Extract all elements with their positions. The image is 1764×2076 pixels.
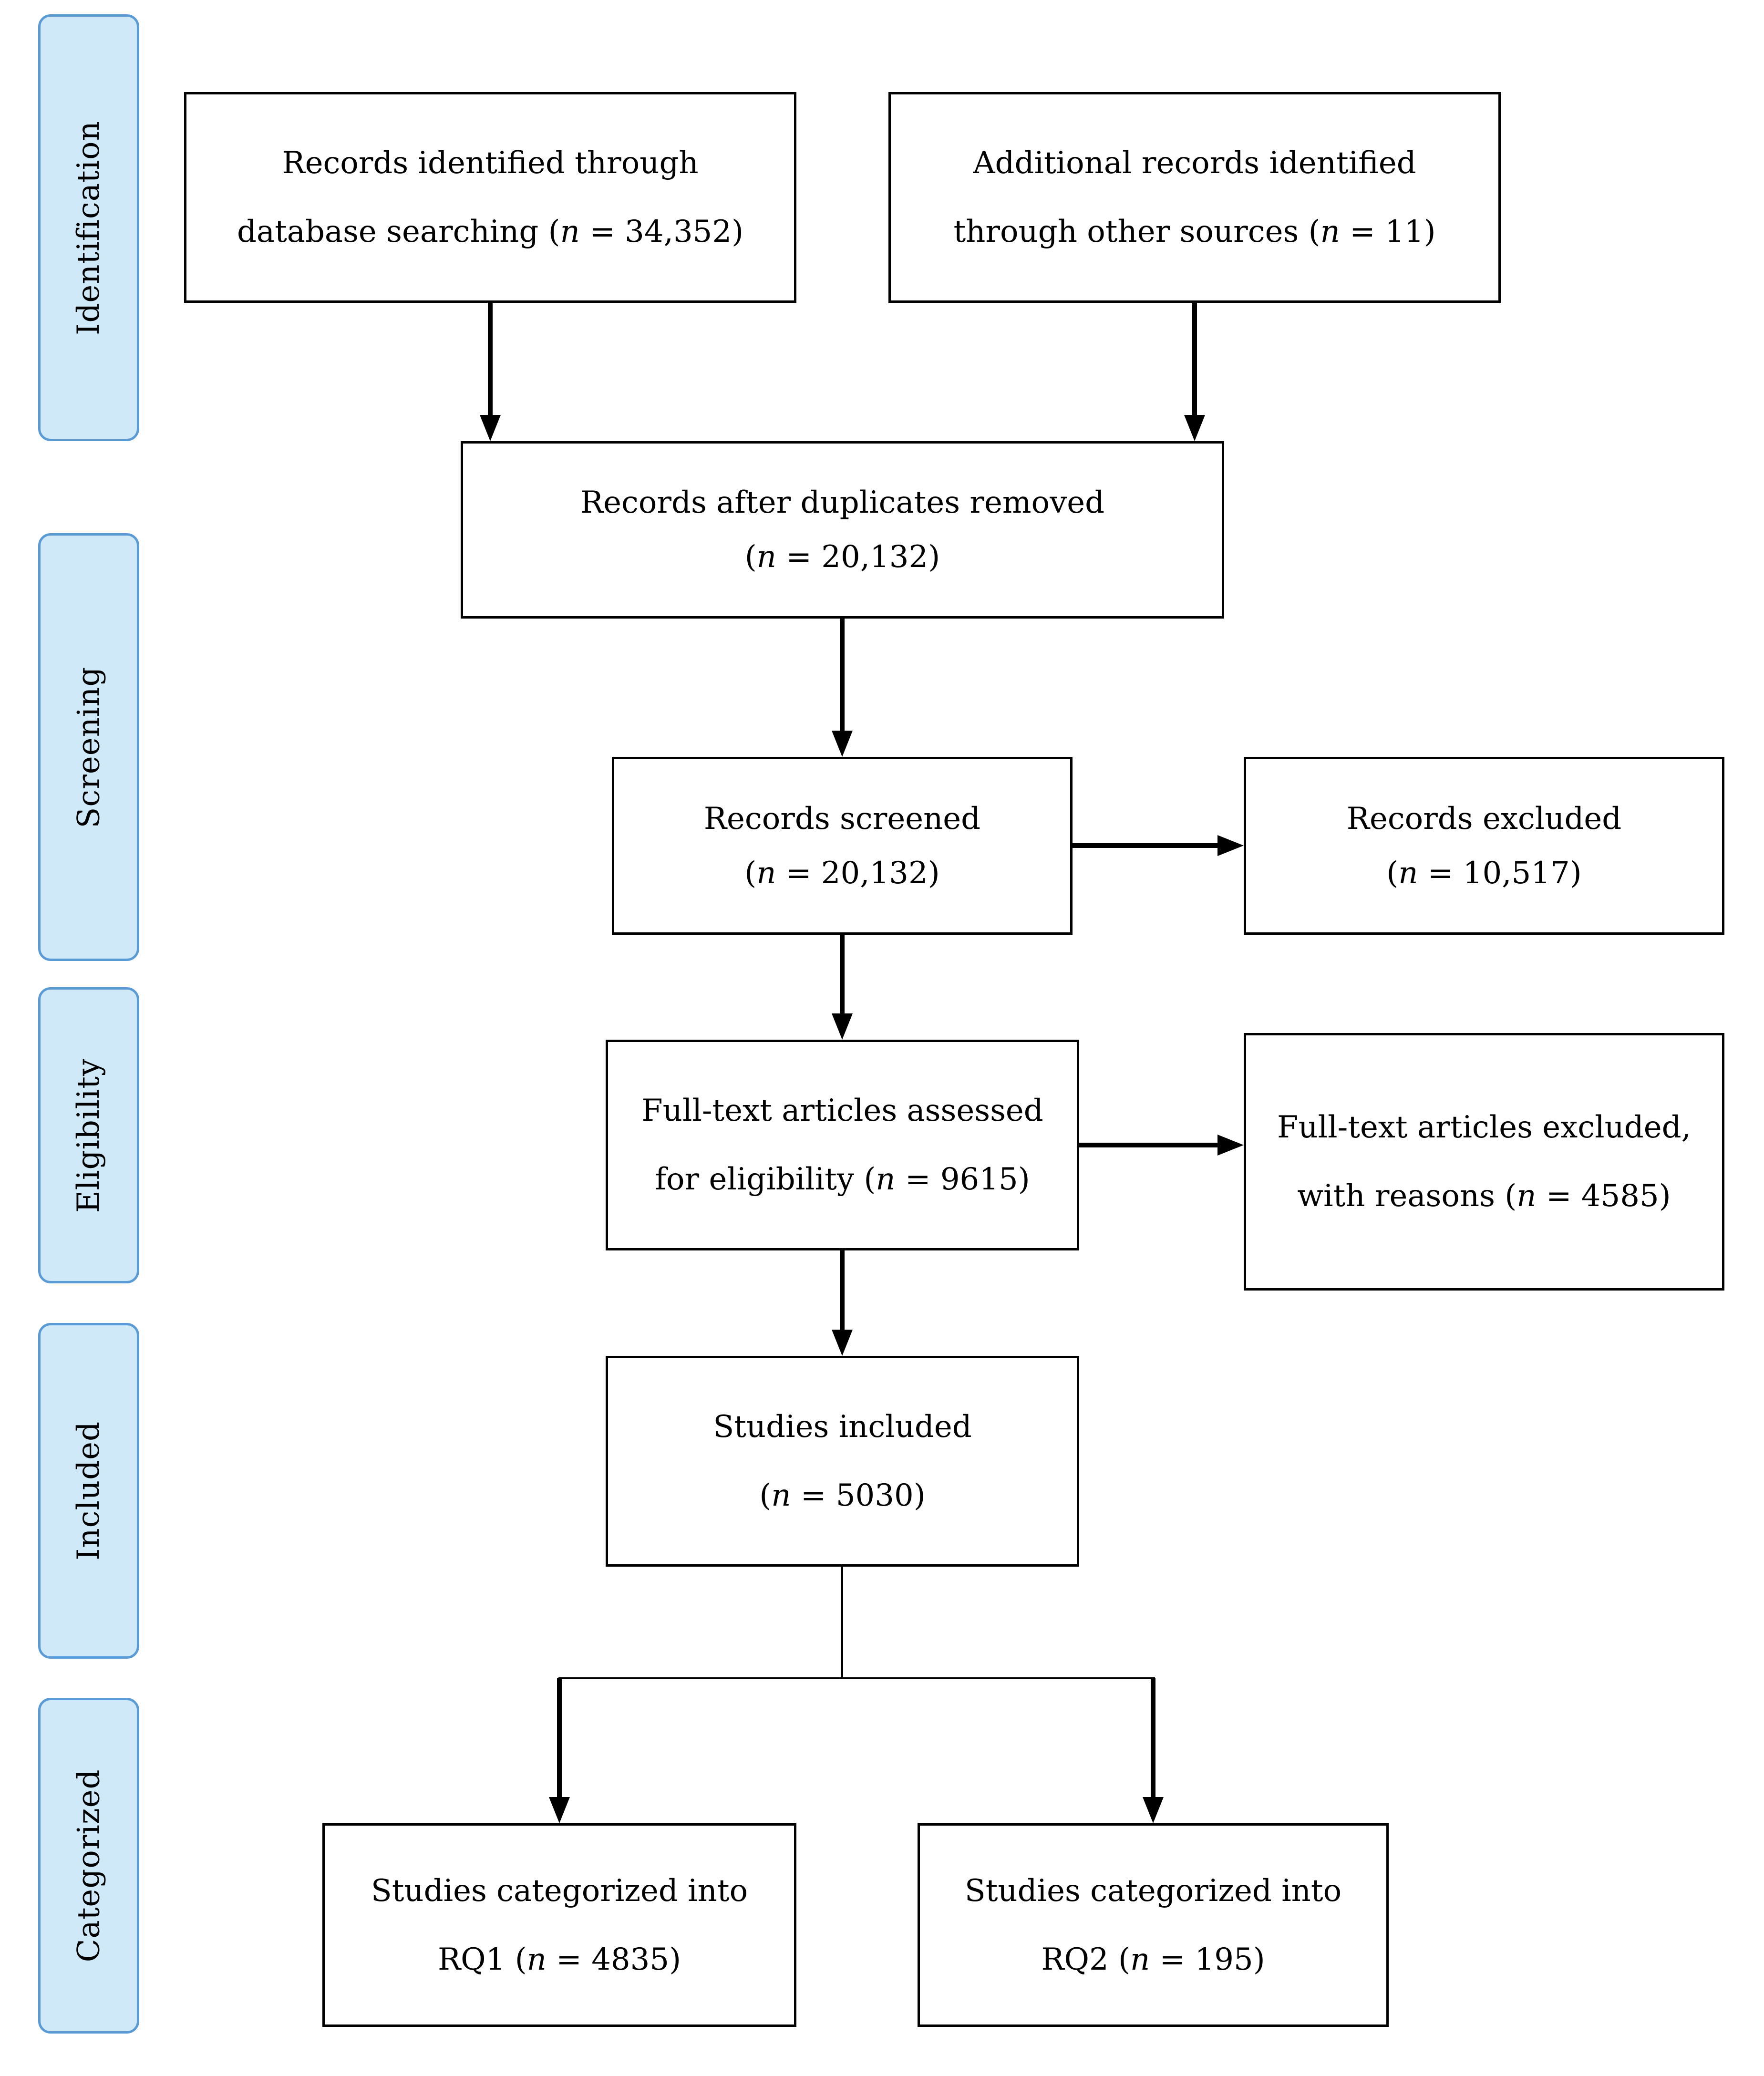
node-text-segment: = 10,517) <box>1418 855 1582 891</box>
node-text-line <box>237 214 743 249</box>
n-symbol: n <box>1130 1942 1150 1977</box>
node-text-segment: = 11) <box>1340 214 1436 249</box>
phase-identification-label: Identification <box>71 120 106 335</box>
node-text-segment: = 34,352) <box>579 214 744 249</box>
node-studies-rq2 <box>918 1823 1389 2027</box>
node-fulltext-assessed <box>606 1040 1079 1250</box>
arrow-screened-to-fulltext-line <box>840 935 845 1013</box>
n-symbol: n <box>1516 1178 1537 1214</box>
arrow-fulltext-to-included-head <box>832 1330 853 1356</box>
n-symbol: n <box>560 214 580 249</box>
node-records-excluded <box>1244 757 1724 935</box>
node-text-segment: RQ1 ( <box>437 1942 527 1977</box>
node-records-identified <box>184 92 796 303</box>
node-text-line <box>438 1942 681 1977</box>
n-symbol: n <box>771 1478 791 1513</box>
node-duplicates-removed <box>461 441 1224 619</box>
node-text-line <box>1041 1942 1265 1977</box>
arrow-branch-rq2-line <box>1151 1678 1155 1797</box>
node-studies-rq1 <box>322 1823 796 2027</box>
node-text-segment: = 4585) <box>1536 1178 1671 1214</box>
node-text-line <box>759 1478 925 1513</box>
node-text-line: Studies categorized into <box>371 1873 748 1909</box>
node-text-segment: = 5030) <box>791 1478 926 1513</box>
node-text-segment: RQ2 ( <box>1041 1942 1131 1977</box>
arrow-additional-to-duplicates-head <box>1184 415 1205 441</box>
n-symbol: n <box>526 1942 547 1977</box>
node-text-segment: ( <box>744 539 757 575</box>
node-text-segment: ( <box>759 1478 772 1513</box>
phase-included <box>38 1323 139 1659</box>
node-text-line <box>655 1162 1030 1197</box>
node-text-line: Records screened <box>703 801 981 837</box>
n-symbol: n <box>756 855 776 891</box>
node-text-line <box>744 856 939 891</box>
arrow-duplicates-to-screened-head <box>832 731 853 757</box>
node-text-segment: ( <box>1386 855 1399 891</box>
node-text-segment: for eligibility ( <box>655 1162 876 1197</box>
arrow-screened-to-fulltext-head <box>832 1013 853 1040</box>
arrow-additional-to-duplicates-line <box>1192 303 1197 415</box>
arrow-fulltext-to-ftexcluded-head <box>1217 1135 1244 1156</box>
arrow-branch-rq1-line <box>557 1678 562 1797</box>
arrow-screened-to-excluded-line <box>1073 843 1220 848</box>
node-text-segment: = 9615) <box>895 1162 1030 1197</box>
node-text-segment: = 195) <box>1150 1942 1265 1977</box>
arrow-identified-to-duplicates-head <box>480 415 501 441</box>
phase-screening-label: Screening <box>71 666 106 828</box>
arrow-screened-to-excluded-head <box>1217 835 1244 856</box>
arrow-branch-rq2-head <box>1143 1797 1164 1823</box>
node-text-segment: ( <box>744 855 757 891</box>
n-symbol: n <box>1320 214 1340 249</box>
phase-included-label: Included <box>71 1421 106 1560</box>
arrow-fulltext-to-included-line <box>840 1250 845 1330</box>
connector-split-bar <box>558 1677 1155 1679</box>
node-text-line <box>1297 1178 1671 1214</box>
node-text-segment: with reasons ( <box>1297 1178 1517 1214</box>
node-additional-records <box>888 92 1501 303</box>
node-text-segment: = 20,132) <box>776 539 940 575</box>
phase-eligibility <box>38 987 139 1283</box>
node-studies-included <box>606 1356 1079 1567</box>
n-symbol: n <box>876 1162 896 1197</box>
phase-categorized <box>38 1698 139 2034</box>
node-text-line: Studies included <box>713 1409 972 1445</box>
arrow-duplicates-to-screened-line <box>840 619 845 731</box>
arrow-fulltext-to-ftexcluded-line <box>1079 1143 1220 1147</box>
node-records-screened <box>612 757 1073 935</box>
phase-eligibility-label: Eligibility <box>71 1058 106 1213</box>
phase-identification <box>38 14 139 441</box>
arrow-branch-rq1-head <box>549 1797 570 1823</box>
node-text-segment: database searching ( <box>237 214 560 249</box>
node-text-line: Additional records identified <box>973 145 1416 181</box>
node-text-segment: through other sources ( <box>953 214 1320 249</box>
n-symbol: n <box>1398 855 1418 891</box>
node-text-line: Full-text articles excluded, <box>1277 1110 1691 1145</box>
node-fulltext-excluded <box>1244 1033 1724 1291</box>
node-text-line <box>1386 856 1581 891</box>
node-text-line <box>953 214 1435 249</box>
node-text-line: Full-text articles assessed <box>641 1093 1043 1128</box>
node-text-line: Records excluded <box>1346 801 1622 837</box>
node-text-segment: = 4835) <box>546 1942 681 1977</box>
node-text-line <box>745 539 940 575</box>
phase-categorized-label: Categorized <box>71 1769 106 1962</box>
connector-split-stem <box>841 1567 843 1679</box>
node-text-line: Records after duplicates removed <box>580 485 1105 520</box>
node-text-line: Studies categorized into <box>964 1873 1342 1909</box>
phase-screening <box>38 533 139 961</box>
node-text-line: Records identified through <box>282 145 699 181</box>
node-text-segment: = 20,132) <box>776 855 940 891</box>
arrow-identified-to-duplicates-line <box>488 303 493 415</box>
n-symbol: n <box>756 539 776 575</box>
